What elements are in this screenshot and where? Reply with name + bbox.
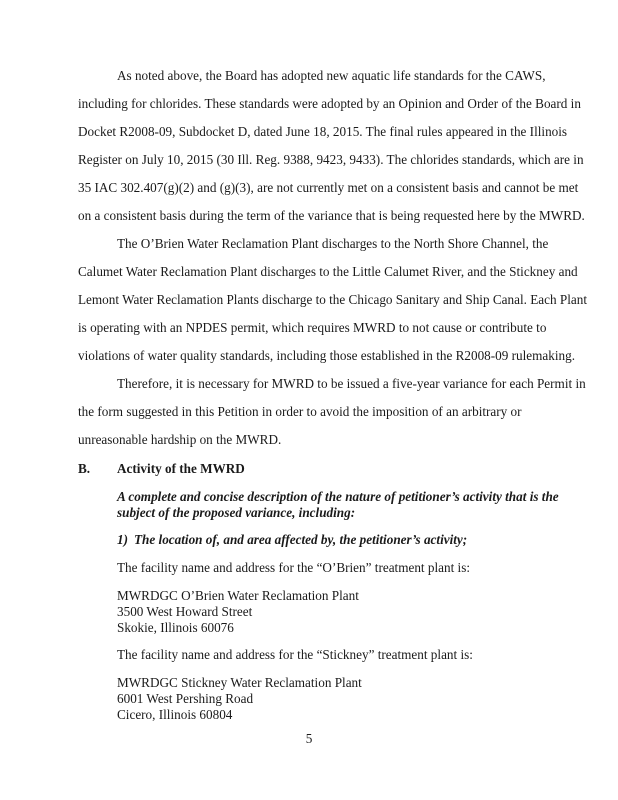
requirement-line: A complete and concise description of the nature of petitioner’s activity that is the <box>117 489 559 504</box>
paragraph-line: including for chlorides. These standards were adopted by an Opinion and Order of the Board in <box>78 96 581 111</box>
paragraph-line: on a consistent basis during the term of the variance that is being requested here by the MWRD. <box>78 208 585 223</box>
paragraph-line: Lemont Water Reclamation Plants discharge to the Chicago Sanitary and Ship Canal. Each Plant <box>78 292 587 307</box>
paragraph-line: As noted above, the Board has adopted new aquatic life standards for the CAWS, <box>117 68 546 83</box>
page-number: 5 <box>305 731 313 746</box>
section-title: Activity of the MWRD <box>117 461 245 476</box>
section-letter: B. <box>78 461 91 476</box>
subitem-number: 1) <box>117 532 128 547</box>
subitem-text: The location of, and area affected by, the petitioner’s activity; <box>134 532 468 547</box>
facility-intro: The facility name and address for the “O’Brien” treatment plant is: <box>117 560 470 575</box>
facility-name: MWRDGC O’Brien Water Reclamation Plant <box>117 588 359 603</box>
paragraph-line: 35 IAC 302.407(g)(2) and (g)(3), are not currently met on a consistent basis and cannot be met <box>78 180 579 195</box>
facility-name: MWRDGC Stickney Water Reclamation Plant <box>117 675 362 690</box>
paragraph-line: Docket R2008-09, Subdocket D, dated June 18, 2015. The final rules appeared in the Illinois <box>78 124 568 139</box>
facility-intro: The facility name and address for the “Stickney” treatment plant is: <box>117 647 473 662</box>
paragraph-line: Register on July 10, 2015 (30 Ill. Reg. 9388, 9423, 9433). The chlorides standards, which are in <box>78 152 584 167</box>
paragraph-line: violations of water quality standards, including those established in the R2008-09 rulemaking. <box>78 348 576 363</box>
facility-street: 6001 West Pershing Road <box>117 691 254 706</box>
paragraph-line: is operating with an NPDES permit, which requires MWRD to not cause or contribute to <box>78 320 547 335</box>
paragraph-line: The O’Brien Water Reclamation Plant discharges to the North Shore Channel, the <box>117 236 549 251</box>
facility-city: Cicero, Illinois 60804 <box>117 707 233 722</box>
paragraph-line: Therefore, it is necessary for MWRD to be issued a five-year variance for each Permit in <box>117 376 586 391</box>
paragraph-line: unreasonable hardship on the MWRD. <box>78 432 282 447</box>
facility-street: 3500 West Howard Street <box>117 604 253 619</box>
paragraph-line: the form suggested in this Petition in order to avoid the imposition of an arbitrary or <box>78 404 522 419</box>
facility-city: Skokie, Illinois 60076 <box>117 620 234 635</box>
requirement-line: subject of the proposed variance, including: <box>117 505 356 520</box>
paragraph-line: Calumet Water Reclamation Plant discharges to the Little Calumet River, and the Stickney and <box>78 264 578 279</box>
